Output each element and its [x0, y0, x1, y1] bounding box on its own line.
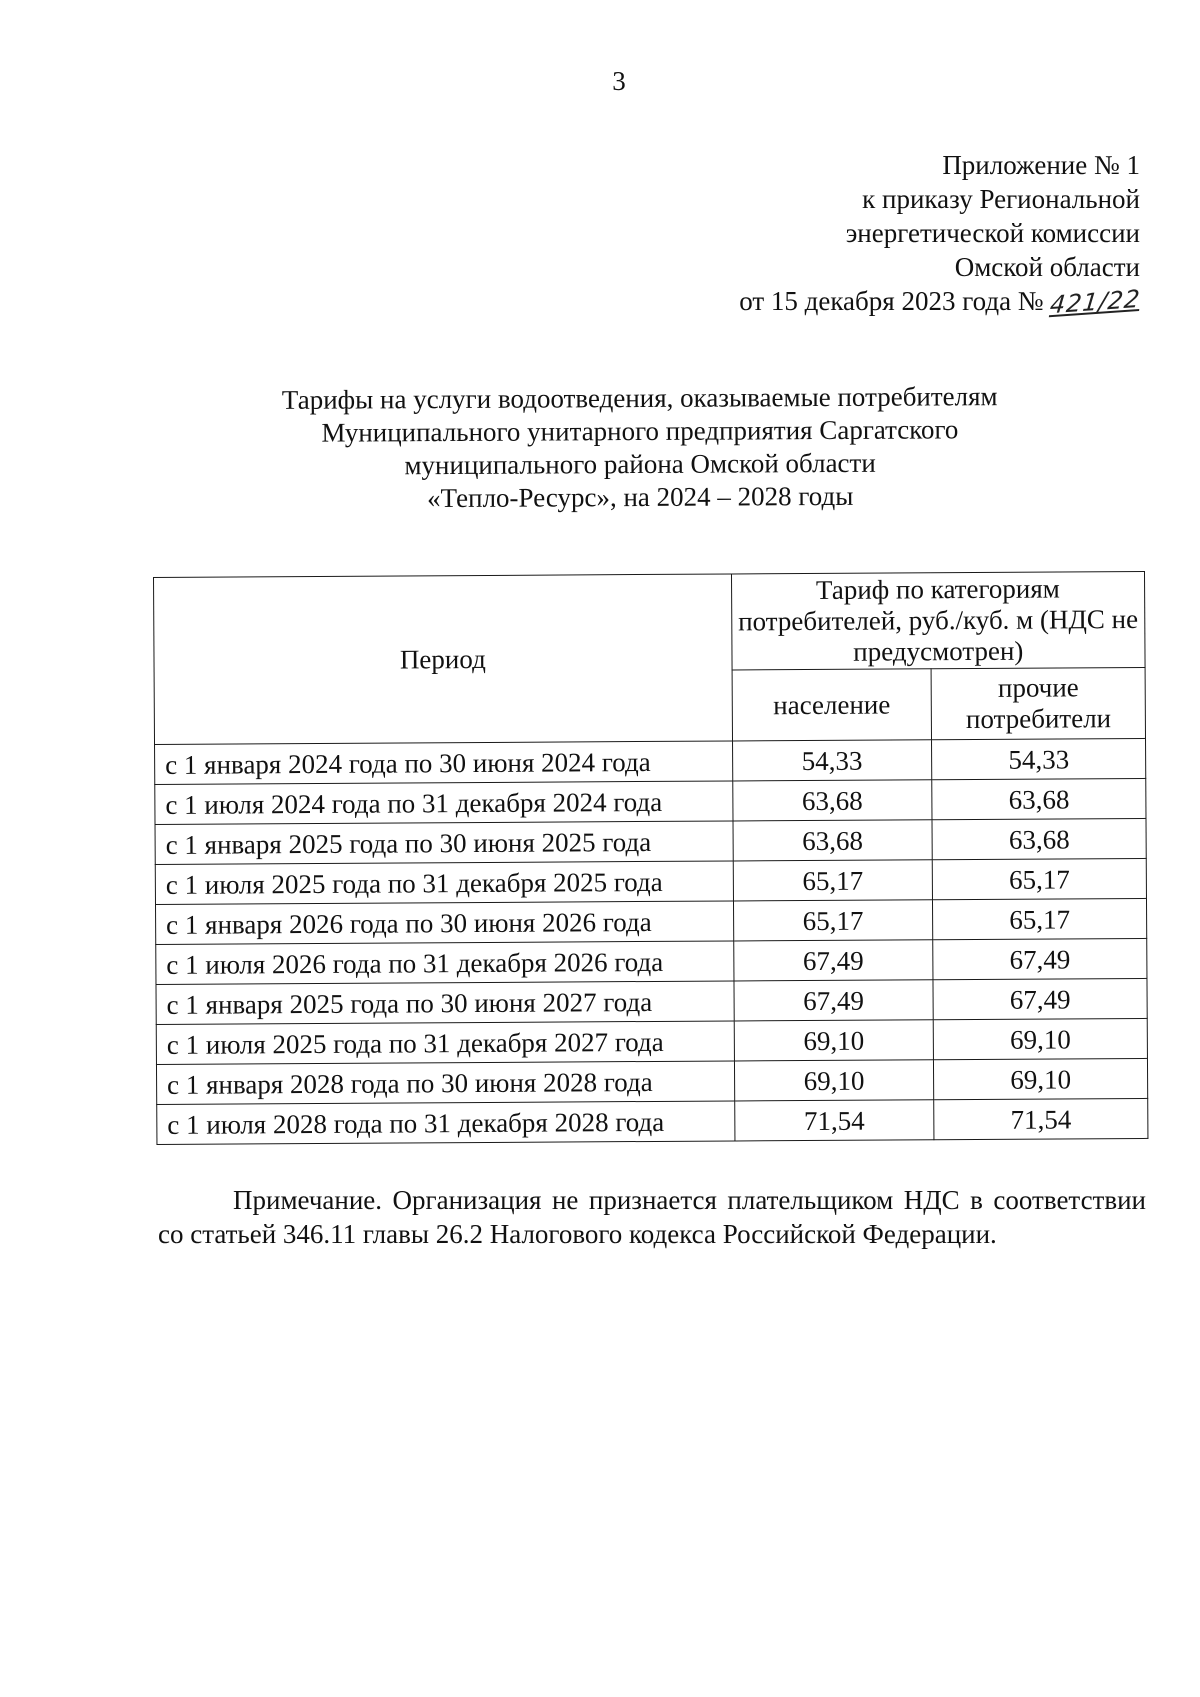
- table-row: [155, 818, 1146, 864]
- other-tariff-cell: 65,17: [933, 898, 1147, 939]
- population-tariff-cell: 63,68: [732, 780, 932, 821]
- population-tariff-cell: 69,10: [734, 1060, 934, 1101]
- table-row: [155, 778, 1146, 824]
- handwritten-order-number: 421/22: [1048, 284, 1142, 320]
- table-row: [156, 898, 1147, 944]
- population-tariff-cell: 71,54: [734, 1100, 934, 1141]
- note-paragraph: Примечание. Организация не признается плательщиком НДС в соответствии со статьей 346.11 главы 26.2 Налогового кодекса Российской Федерации.: [158, 1185, 1146, 1249]
- period-cell: с 1 июля 2025 года по 31 декабря 2025 года: [155, 861, 733, 905]
- header-period: Период: [154, 574, 733, 745]
- other-tariff-cell: 71,54: [934, 1098, 1148, 1139]
- period-cell: с 1 июля 2026 года по 31 декабря 2026 года: [156, 941, 734, 985]
- order-date-label: от 15 декабря 2023 года №: [739, 286, 1044, 316]
- population-tariff-cell: 67,49: [733, 940, 933, 981]
- period-cell: с 1 июля 2025 года по 31 декабря 2027 года: [156, 1021, 734, 1065]
- population-tariff-cell: 65,17: [733, 900, 933, 941]
- title-line-2: Муниципального унитарного предприятия Саргатского: [321, 414, 959, 448]
- period-cell: с 1 июля 2024 года по 31 декабря 2024 года: [155, 781, 733, 825]
- title-line-3: муниципального района Омской области: [404, 447, 876, 481]
- population-tariff-cell: 63,68: [733, 820, 933, 861]
- appendix-line-5: [739, 284, 1140, 319]
- other-tariff-cell: 63,68: [932, 818, 1146, 859]
- page-number: 3: [612, 66, 626, 96]
- title-line-1: Тарифы на услуги водоотведения, оказываемые потребителям: [281, 381, 998, 415]
- period-cell: с 1 января 2024 года по 30 июня 2024 года: [155, 741, 733, 785]
- header-other-consumers: прочие потребители: [931, 667, 1145, 739]
- population-tariff-cell: 65,17: [733, 860, 933, 901]
- other-tariff-cell: 65,17: [933, 858, 1147, 899]
- other-tariff-cell: 69,10: [934, 1058, 1148, 1099]
- table-row: [155, 858, 1146, 904]
- other-tariff-cell: 63,68: [932, 778, 1146, 819]
- population-tariff-cell: 54,33: [732, 740, 932, 781]
- table-row: [156, 1018, 1147, 1064]
- other-tariff-cell: 67,49: [933, 938, 1147, 979]
- appendix-block: [739, 148, 1140, 319]
- header-tariff-group: Тариф по категориям потребителей, руб./куб. м (НДС не предусмотрен): [731, 571, 1145, 670]
- table-row: [156, 1058, 1147, 1104]
- table-row: [155, 738, 1146, 784]
- population-tariff-cell: 69,10: [734, 1020, 934, 1061]
- other-tariff-cell: 69,10: [934, 1018, 1148, 1059]
- period-cell: с 1 января 2025 года по 30 июня 2025 года: [155, 821, 733, 865]
- document-title: [220, 380, 1061, 516]
- period-cell: с 1 января 2025 года по 30 июня 2027 года: [156, 981, 734, 1025]
- title-line-4: «Тепло-Ресурс», на 2024 – 2028 годы: [427, 480, 854, 514]
- appendix-line-2: к приказу Региональной: [862, 184, 1140, 214]
- appendix-line-3: энергетической комиссии: [845, 218, 1140, 248]
- other-tariff-cell: 54,33: [932, 738, 1146, 779]
- period-cell: с 1 января 2026 года по 30 июня 2026 года: [156, 901, 734, 945]
- period-cell: с 1 июля 2028 года по 31 декабря 2028 года: [157, 1101, 735, 1145]
- other-tariff-cell: 67,49: [933, 978, 1147, 1019]
- appendix-line-1: Приложение № 1: [942, 150, 1140, 180]
- table-row: [156, 978, 1147, 1024]
- population-tariff-cell: 67,49: [734, 980, 934, 1021]
- appendix-line-4: Омской области: [954, 252, 1140, 282]
- table-row: [156, 938, 1147, 984]
- tariff-table: [153, 571, 1148, 1145]
- table-row: [157, 1098, 1148, 1144]
- period-cell: с 1 января 2028 года по 30 июня 2028 года: [156, 1061, 734, 1105]
- header-population: население: [732, 669, 932, 741]
